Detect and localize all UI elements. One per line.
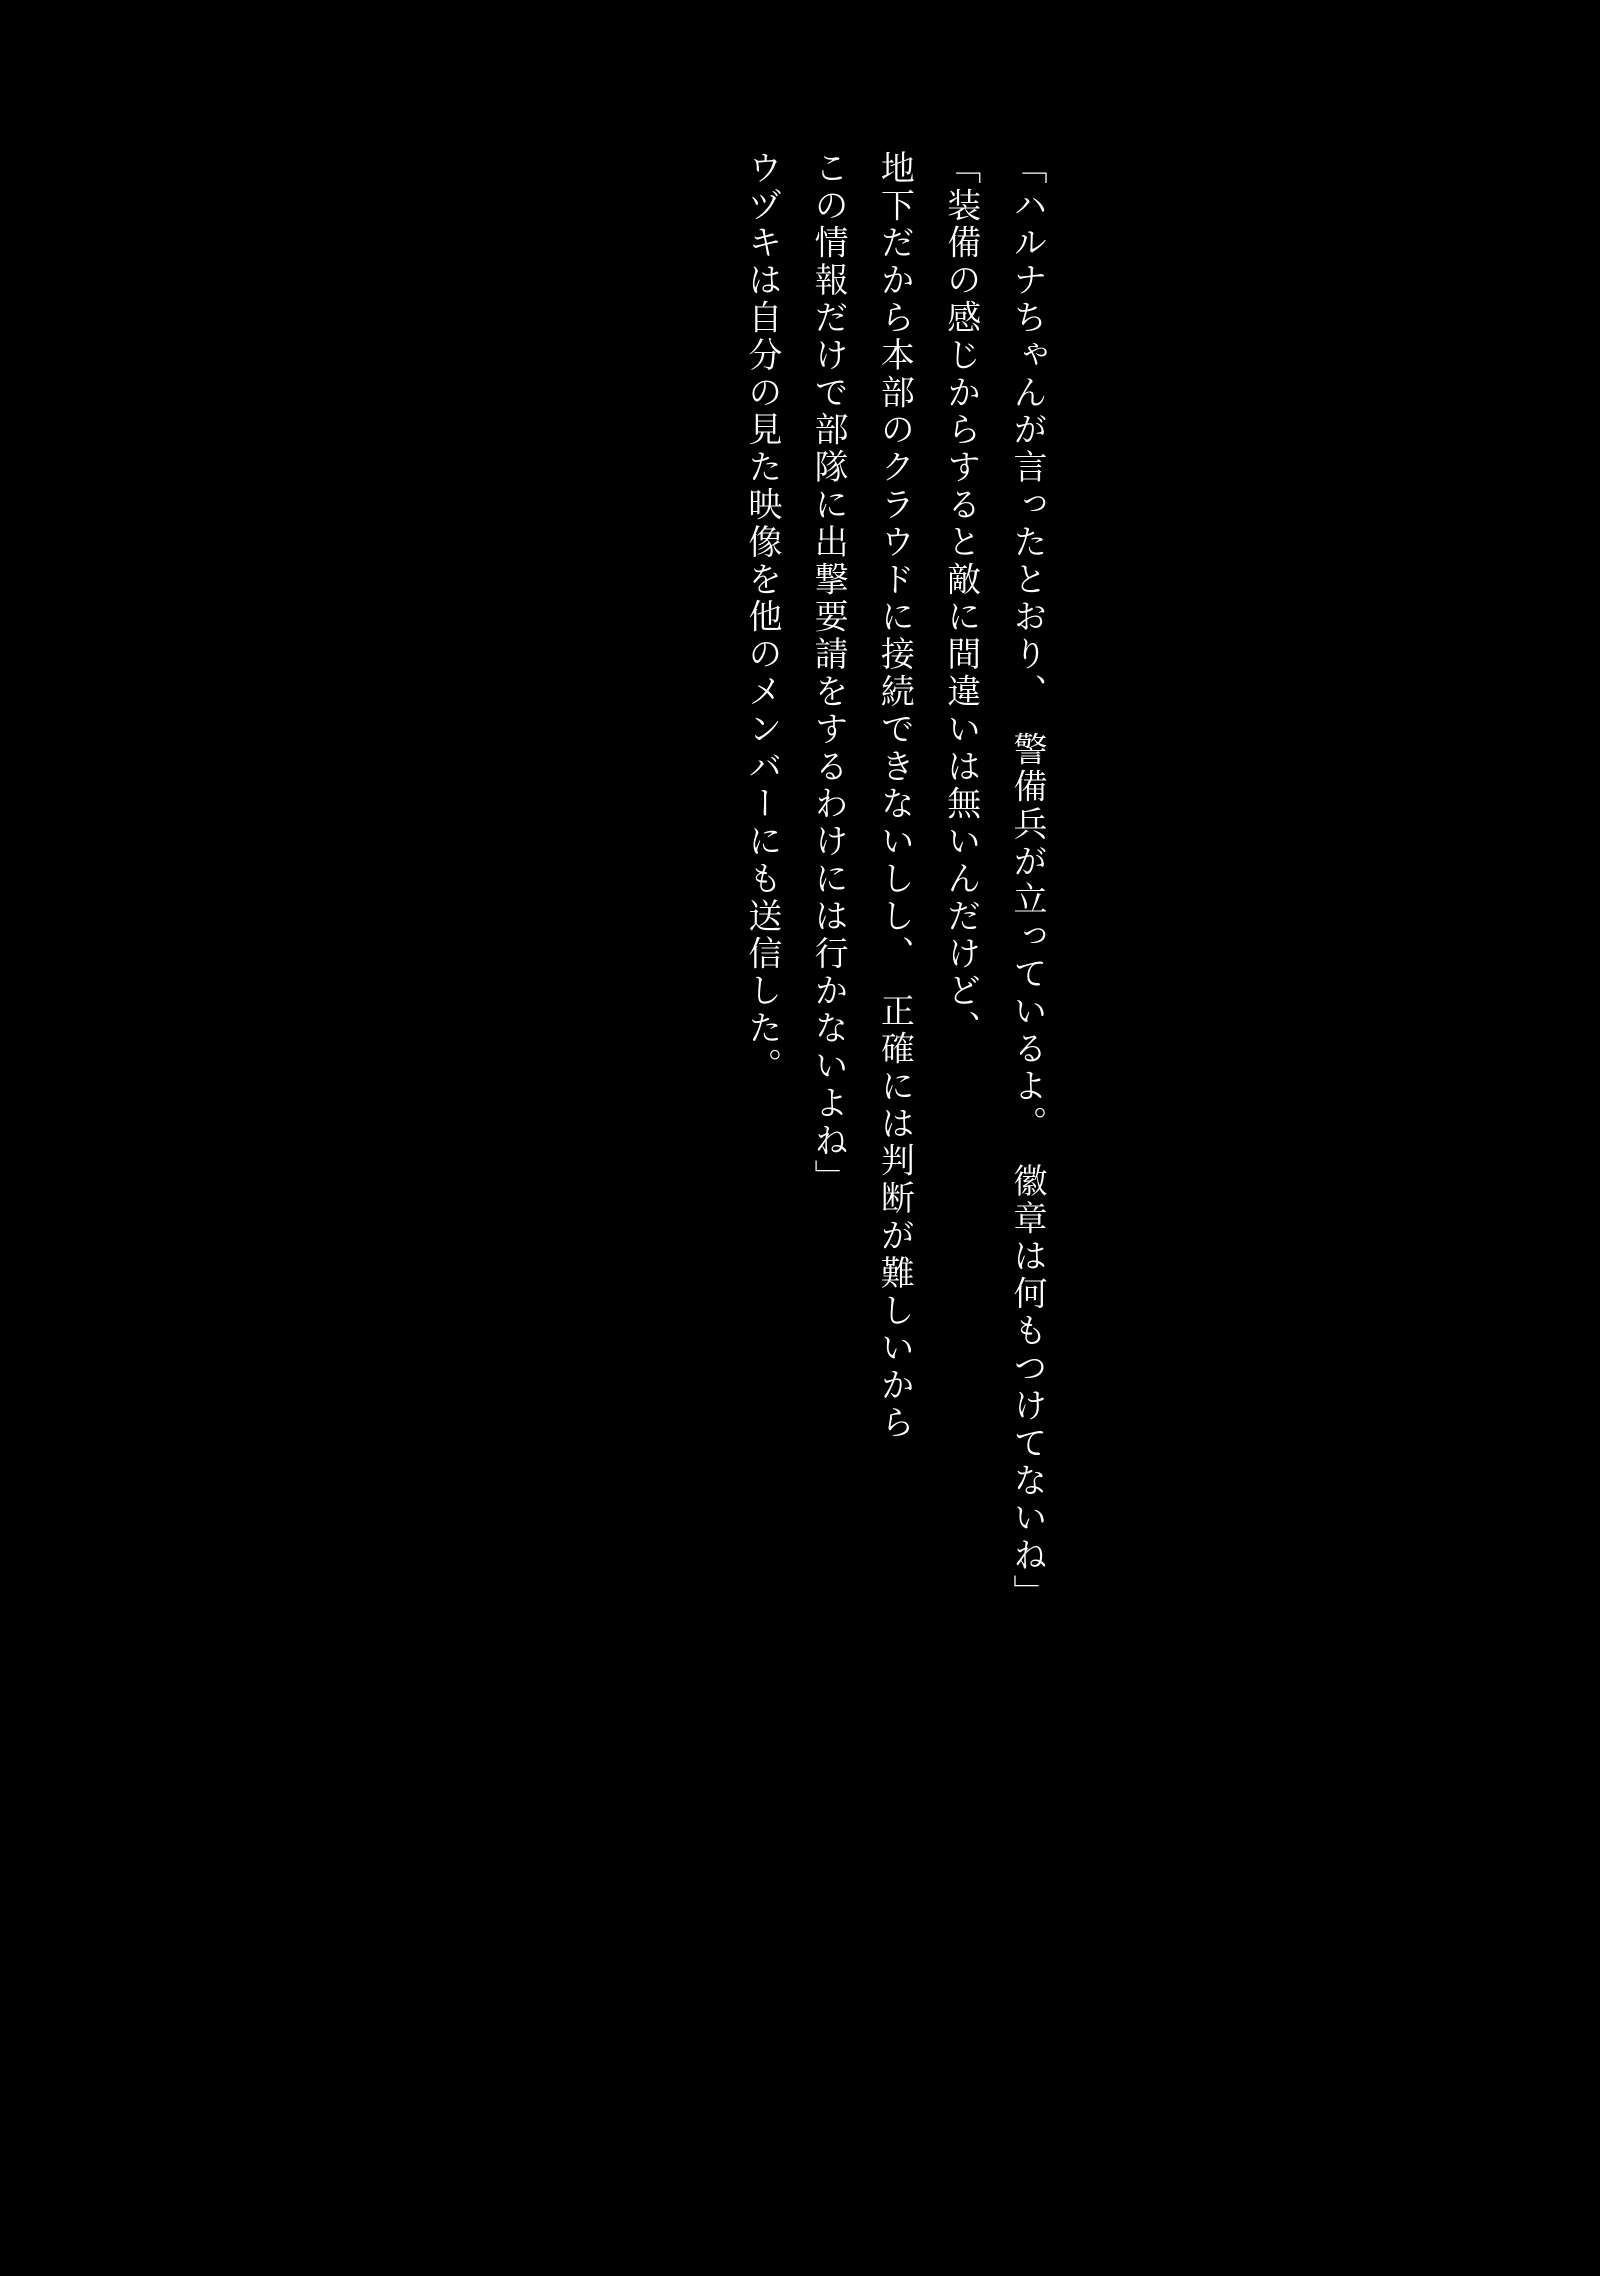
paragraph-3: 地下だから本部のクラウドに接続できないしし、 正確には判断が難しいから: [874, 150, 915, 1442]
vertical-text-block: [729, 150, 1060, 2000]
paragraph-4: この情報だけで部隊に出撃要請をするわけには行かないよね」: [808, 150, 849, 1198]
paragraph-5: ウヅキは自分の見た映像を他のメンバーにも送信した。: [741, 150, 782, 1085]
paragraph-1: 「ハルナちゃんが言ったとおり、 警備兵が立っているよ。 徽章は何もつけてないね」: [1007, 150, 1047, 1612]
paragraph-2: 「装備の感じからすると敵に間違いは無いんだけど、: [940, 150, 981, 1048]
